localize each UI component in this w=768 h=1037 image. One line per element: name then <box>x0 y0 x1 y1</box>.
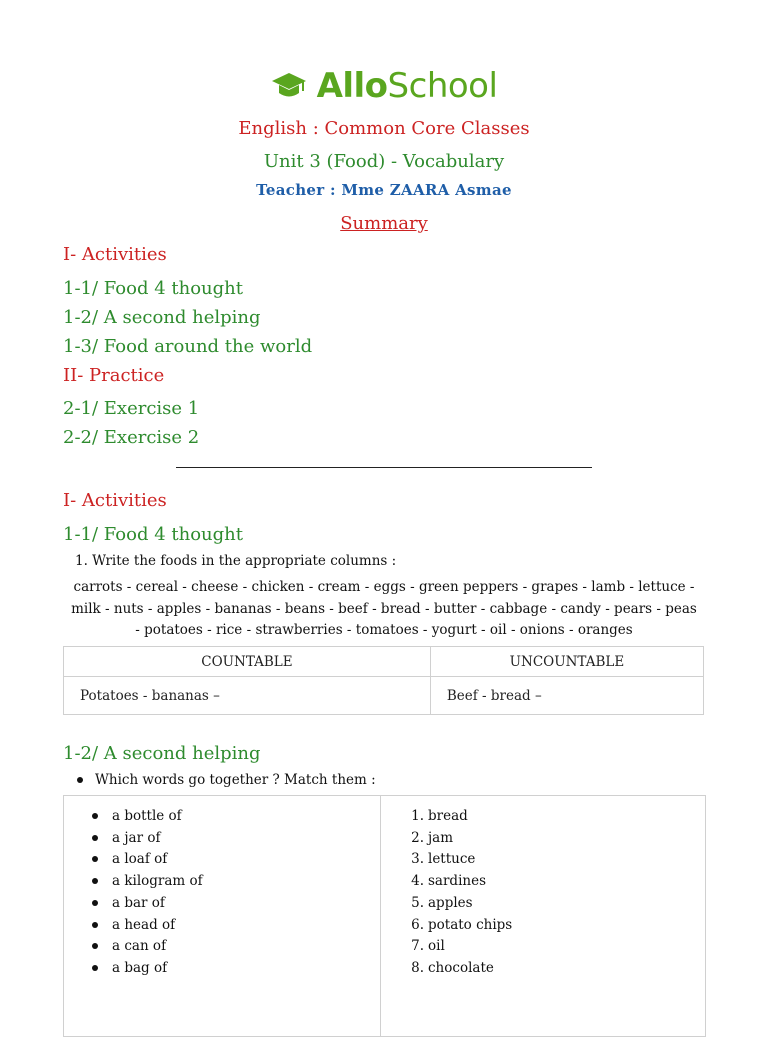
list-item: a bag of <box>112 958 203 980</box>
bullet-dot <box>92 900 98 906</box>
matching-table <box>63 795 706 1037</box>
alloschool-logo <box>0 66 768 106</box>
subsection-heading-food-4-thought: 1-1/ Food 4 thought <box>63 524 243 545</box>
word-list <box>63 577 705 642</box>
subsection-heading-second-helping: 1-2/ A second helping <box>63 743 261 764</box>
summary-item: 1-1/ Food 4 thought <box>63 278 243 299</box>
list-item: a kilogram of <box>112 871 203 893</box>
table-header-countable: COUNTABLE <box>64 647 431 677</box>
food-list <box>411 806 513 980</box>
bullet-dot <box>77 777 83 783</box>
summary-item: 2-1/ Exercise 1 <box>63 398 200 419</box>
matching-table-divider <box>380 796 381 1036</box>
summary-heading: Summary <box>340 213 428 234</box>
word-list-line: - potatoes - rice - strawberries - tomatoes - yogurt - oil - onions - oranges <box>135 622 633 638</box>
bullet-dot <box>92 878 98 884</box>
teacher-name: Teacher : Mme ZAARA Asmae <box>256 181 512 199</box>
list-item: a head of <box>112 915 203 937</box>
graduation-cap-icon <box>271 71 307 101</box>
list-item: 4. sardines <box>411 873 487 890</box>
exercise-instruction: 1. Write the foods in the appropriate columns : <box>75 553 397 569</box>
bullet-dot <box>92 856 98 862</box>
bullet-dot <box>92 943 98 949</box>
list-item: a loaf of <box>112 849 203 871</box>
summary-item: 1-2/ A second helping <box>63 307 261 328</box>
list-item: 6. potato chips <box>411 916 513 933</box>
section-heading-activities: I- Activities <box>63 490 167 511</box>
list-item: 7. oil <box>411 938 445 955</box>
table-header-uncountable: UNCOUNTABLE <box>430 647 703 677</box>
list-item: 8. chocolate <box>411 959 494 976</box>
bullet-dot <box>92 813 98 819</box>
list-item: a bottle of <box>112 806 203 828</box>
course-title: English : Common Core Classes <box>238 118 530 139</box>
table-cell-uncountable: Beef - bread – <box>430 677 703 715</box>
matching-instruction: Which words go together ? Match them : <box>95 772 376 788</box>
list-item: a jar of <box>112 828 203 850</box>
container-list <box>112 806 203 980</box>
list-item: a bar of <box>112 893 203 915</box>
list-item: 1. bread <box>411 808 468 824</box>
word-list-line: milk - nuts - apples - bananas - beans - beef - bread - butter - cabbage - candy - pears - peas <box>71 600 697 617</box>
list-item: a can of <box>112 936 203 958</box>
countable-uncountable-table <box>63 646 704 715</box>
summary-section-activities: I- Activities <box>63 244 167 265</box>
table-cell-countable: Potatoes - bananas – <box>64 677 431 715</box>
word-list-line: carrots - cereal - cheese - chicken - cream - eggs - green peppers - grapes - lamb - lettuce - <box>73 579 695 595</box>
list-item: 3. lettuce <box>411 851 476 868</box>
summary-item: 2-2/ Exercise 2 <box>63 427 200 448</box>
summary-section-practice: II- Practice <box>63 365 165 386</box>
logo-wordmark: AlloSchool <box>316 66 498 106</box>
unit-title: Unit 3 (Food) - Vocabulary <box>263 151 505 172</box>
bullet-dot <box>92 922 98 928</box>
list-item: 5. apples <box>411 894 473 911</box>
section-divider <box>176 467 592 468</box>
bullet-dot <box>92 965 98 971</box>
list-item: 2. jam <box>411 829 454 846</box>
summary-item: 1-3/ Food around the world <box>63 336 313 357</box>
bullet-dot <box>92 835 98 841</box>
